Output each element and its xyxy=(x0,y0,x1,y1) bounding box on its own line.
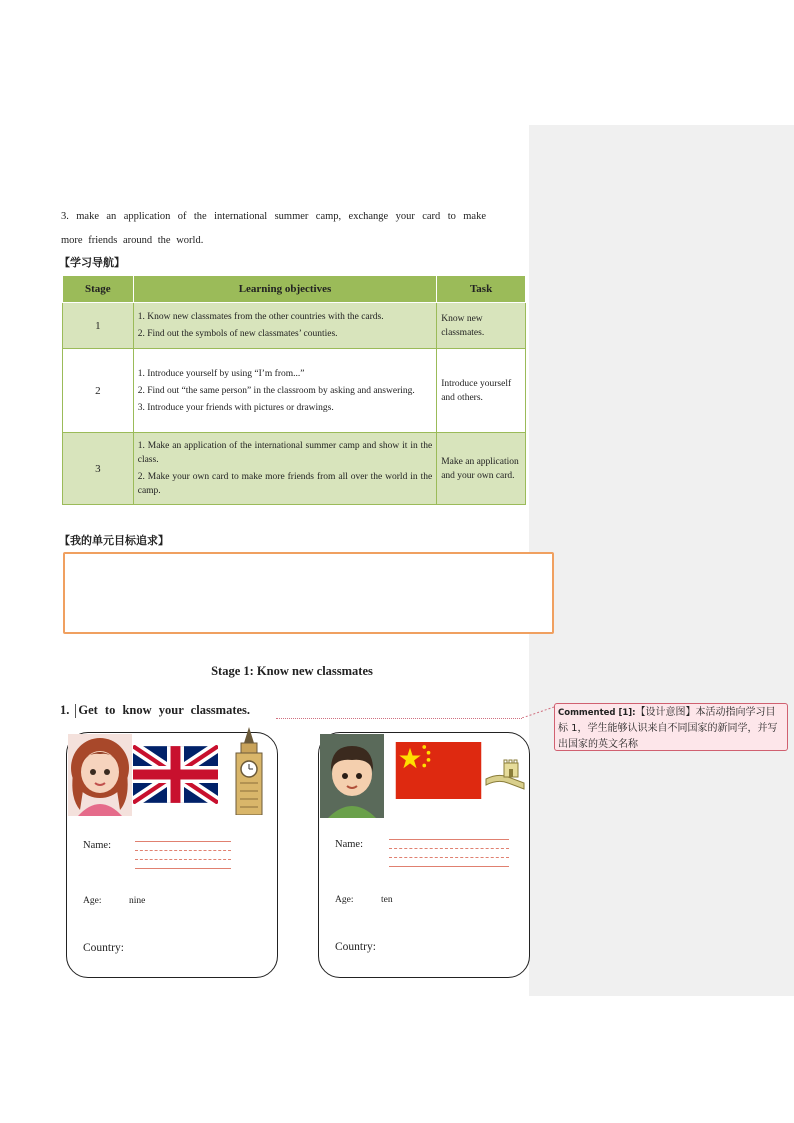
text-cursor xyxy=(75,704,76,718)
header-objectives: Learning objectives xyxy=(133,276,436,303)
comment-text: 【设计意图】本活动指向学习目标 1，学生能够认识来自不同国家的新同学，并写出国家的英文名称 xyxy=(558,707,778,750)
stage-title: Stage 1: Know new classmates xyxy=(211,664,373,678)
country-label: Country: xyxy=(83,942,124,954)
uk-flag-icon xyxy=(133,745,218,804)
comment-author: Commented [1]: xyxy=(558,708,636,718)
objectives-cell xyxy=(133,433,436,505)
age-value: ten xyxy=(381,895,393,905)
learning-nav-heading: 【学习导航】 xyxy=(59,256,125,269)
table-row xyxy=(63,303,526,349)
girl-avatar-icon xyxy=(68,734,132,816)
stage-cell: 2 xyxy=(63,349,134,433)
section-title-text: Get to know your classmates. xyxy=(78,703,251,717)
task-cell: Make an application and your own card. xyxy=(437,433,526,505)
comment-leader-line xyxy=(276,718,522,719)
header-stage: Stage xyxy=(63,276,134,303)
objectives-cell xyxy=(133,303,436,349)
table-header-row xyxy=(63,276,526,303)
objective-item: 1. Introduce yourself by using “I’m from...” xyxy=(137,368,305,379)
objectives-cell xyxy=(133,349,436,433)
classmate-card xyxy=(318,732,530,978)
age-label: Age: xyxy=(83,896,102,906)
objectives-table xyxy=(62,275,526,505)
section-title xyxy=(60,703,250,718)
objective-item: 1. Make an application of the international summer camp and show it in the class. xyxy=(137,441,433,465)
intro-paragraph: 3. make an application of the international summer camp, exchange your card to make more friends around the world. xyxy=(61,211,486,246)
unit-goal-input-box[interactable] xyxy=(63,552,554,634)
great-wall-icon xyxy=(484,753,526,791)
classmate-card xyxy=(66,732,278,978)
task-cell: Introduce yourself and others. xyxy=(437,349,526,433)
age-label: Age: xyxy=(335,895,354,905)
comment-connector xyxy=(522,706,556,718)
country-label: Country: xyxy=(335,941,376,953)
name-writing-lines xyxy=(135,833,231,869)
comment-balloon[interactable] xyxy=(554,703,788,751)
task-cell: Know new classmates. xyxy=(437,303,526,349)
china-flag-icon xyxy=(395,742,482,799)
stage-cell: 1 xyxy=(63,303,134,349)
stage-cell: 3 xyxy=(63,433,134,505)
objective-item: 2. Make your own card to make more friends from all over the world in the camp. xyxy=(137,472,433,496)
objective-item: 3. Introduce your friends with pictures or drawings. xyxy=(137,402,334,413)
age-value: nine xyxy=(129,896,146,906)
objective-item: 2. Find out “the same person” in the classroom by asking and answering. xyxy=(137,385,415,396)
name-label: Name: xyxy=(83,840,111,851)
objective-item: 2. Find out the symbols of new classmates’ counties. xyxy=(137,329,338,339)
name-label: Name: xyxy=(335,839,363,850)
big-ben-icon xyxy=(230,727,268,815)
unit-goal-heading: 【我的单元目标追求】 xyxy=(59,534,169,547)
table-row xyxy=(63,349,526,433)
objective-item: 1. Know new classmates from the other countries with the cards. xyxy=(137,312,384,322)
header-task: Task xyxy=(437,276,526,303)
table-row xyxy=(63,433,526,505)
section-number: 1. xyxy=(60,703,70,717)
boy-avatar-icon xyxy=(320,734,384,818)
comment-pane xyxy=(529,125,794,996)
name-writing-lines xyxy=(389,831,509,867)
